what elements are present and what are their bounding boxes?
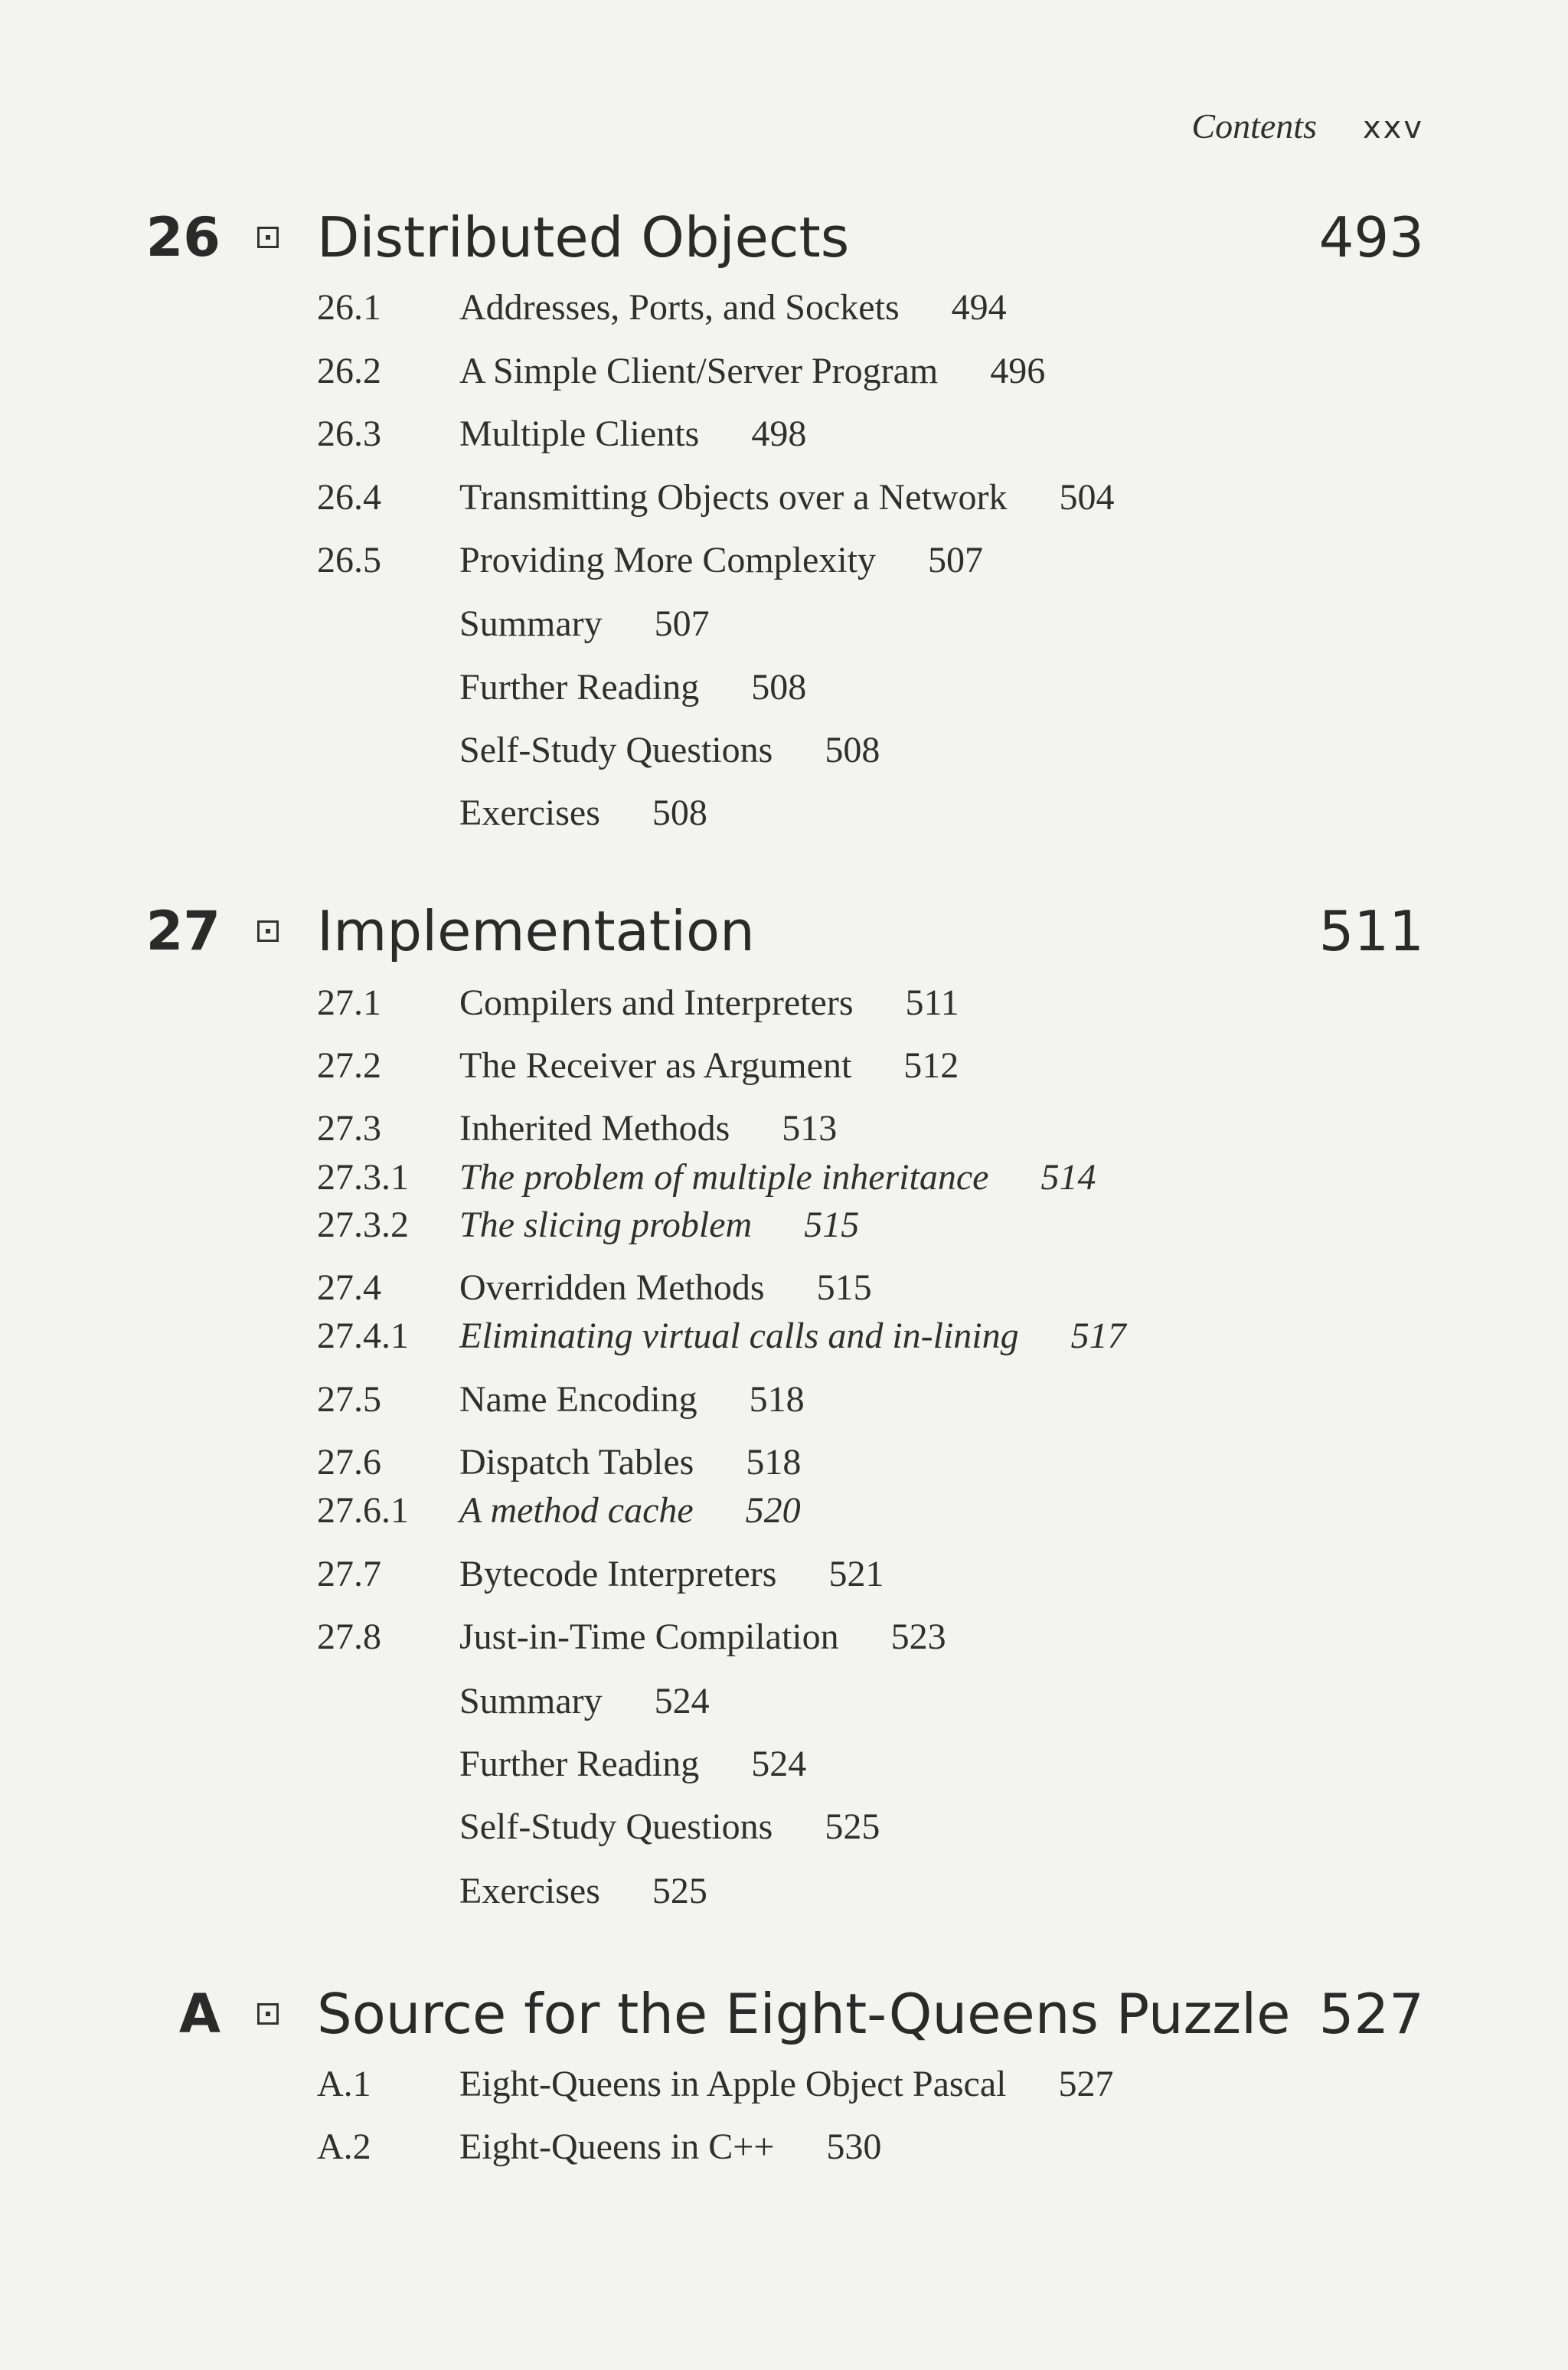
entry-page: 523 [890,1617,946,1657]
entry-title: Further Reading [459,1744,700,1784]
entry-title: Dispatch Tables [459,1442,694,1482]
chapter-27 [0,894,1568,968]
entry-title: Addresses, Ports, and Sockets [459,287,900,328]
entry-number: 26.2 [317,351,381,391]
chapter-title: Implementation [317,899,755,963]
entry-title: Just-in-Time Compilation [459,1617,839,1657]
entry-title: Exercises [459,793,600,833]
entry-number: 27.3 [317,1108,381,1149]
entry-title: A Simple Client/Server Program [459,351,939,391]
entry-page: 518 [746,1442,802,1482]
entry-page: 524 [751,1744,807,1784]
entry-page: 525 [825,1806,880,1847]
entry-page: 524 [654,1681,710,1721]
entry-page: 514 [1040,1157,1096,1198]
entry-page: 498 [751,414,807,454]
entry-number: 26.3 [317,414,381,454]
entry-title: Transmitting Objects over a Network [459,477,1008,518]
running-head-title: Contents [1191,106,1317,145]
entry-title: Inherited Methods [459,1108,730,1149]
entry-title: Compilers and Interpreters [459,982,854,1023]
entry-number: 27.8 [317,1617,381,1657]
entry-number: 27.6.1 [317,1490,409,1531]
entry-number: 26.1 [317,287,381,328]
entry-page: 515 [804,1205,860,1245]
entry-number: 27.5 [317,1379,381,1420]
entry-title: The slicing problem [459,1205,753,1245]
entry-page: 525 [652,1871,707,1911]
entry-number: 27.3.1 [317,1157,409,1198]
entry-page: 513 [782,1108,838,1149]
chapter-26 [0,201,1568,274]
running-head-page-number: xxv [1362,110,1424,145]
entry-title: Summary [459,603,603,644]
chapter-bullet-icon [257,227,279,248]
chapter-number: A [178,1983,220,2045]
entry-title: Name Encoding [459,1379,697,1420]
entry-title: Self-Study Questions [459,1806,773,1847]
entry-number: 27.2 [317,1045,381,1086]
entry-page: 512 [903,1045,959,1086]
entry-title: Self-Study Questions [459,730,773,770]
entry-title: Bytecode Interpreters [459,1554,777,1594]
chapter-heading [0,201,1568,274]
chapter-bullet-icon [257,2003,279,2025]
entry-page: 515 [816,1267,872,1308]
entry-number: A.2 [317,2126,371,2167]
entry-title: Summary [459,1681,603,1721]
entry-number: 27.4 [317,1267,381,1308]
entry-number: 27.1 [317,982,381,1023]
entry-page: 518 [749,1379,805,1420]
entry-title: Eight-Queens in C++ [459,2126,775,2167]
entry-number: 27.7 [317,1554,381,1594]
entry-title: Further Reading [459,667,700,708]
entry-title: Eight-Queens in Apple Object Pascal [459,2064,1007,2104]
entry-page: 508 [652,793,707,833]
entry-title: The Receiver as Argument [459,1045,852,1086]
appendix-a [0,1977,1568,2051]
chapter-heading [0,894,1568,968]
entry-title: Providing More Complexity [459,540,876,580]
entry-page: 530 [826,2126,882,2167]
chapter-title: Distributed Objects [317,205,850,270]
chapter-number: 27 [145,900,220,963]
entry-title: Eliminating virtual calls and in-lining [459,1316,1019,1356]
entry-title: A method cache [459,1490,694,1531]
entry-title: The problem of multiple inheritance [459,1157,989,1198]
chapter-heading [0,1977,1568,2051]
entry-title: Exercises [459,1871,600,1911]
entry-page: 494 [951,287,1007,328]
running-head [1191,106,1424,146]
entry-title: Overridden Methods [459,1267,765,1308]
entry-page: 496 [990,351,1046,391]
entry-page: 527 [1058,2064,1114,2104]
entry-number: A.1 [317,2064,371,2104]
chapter-page: 511 [1318,899,1424,963]
entry-page: 508 [825,730,880,770]
chapter-page: 527 [1318,1982,1424,2046]
chapter-title: Source for the Eight-Queens Puzzle [317,1982,1291,2046]
chapter-bullet-icon [257,920,279,942]
entry-page: 521 [828,1554,884,1594]
entry-page: 517 [1070,1316,1126,1356]
entry-number: 27.3.2 [317,1205,409,1245]
entry-title: Multiple Clients [459,414,700,454]
entry-number: 27.6 [317,1442,381,1482]
entry-page: 520 [745,1490,801,1531]
chapter-number: 26 [145,206,220,269]
entry-page: 511 [905,982,959,1023]
entry-page: 507 [927,540,983,580]
entry-number: 26.4 [317,477,381,518]
entry-number: 27.4.1 [317,1316,409,1356]
entry-number: 26.5 [317,540,381,580]
entry-page: 504 [1059,477,1115,518]
entry-page: 508 [751,667,807,708]
chapter-page: 493 [1318,205,1424,270]
entry-page: 507 [654,603,710,644]
